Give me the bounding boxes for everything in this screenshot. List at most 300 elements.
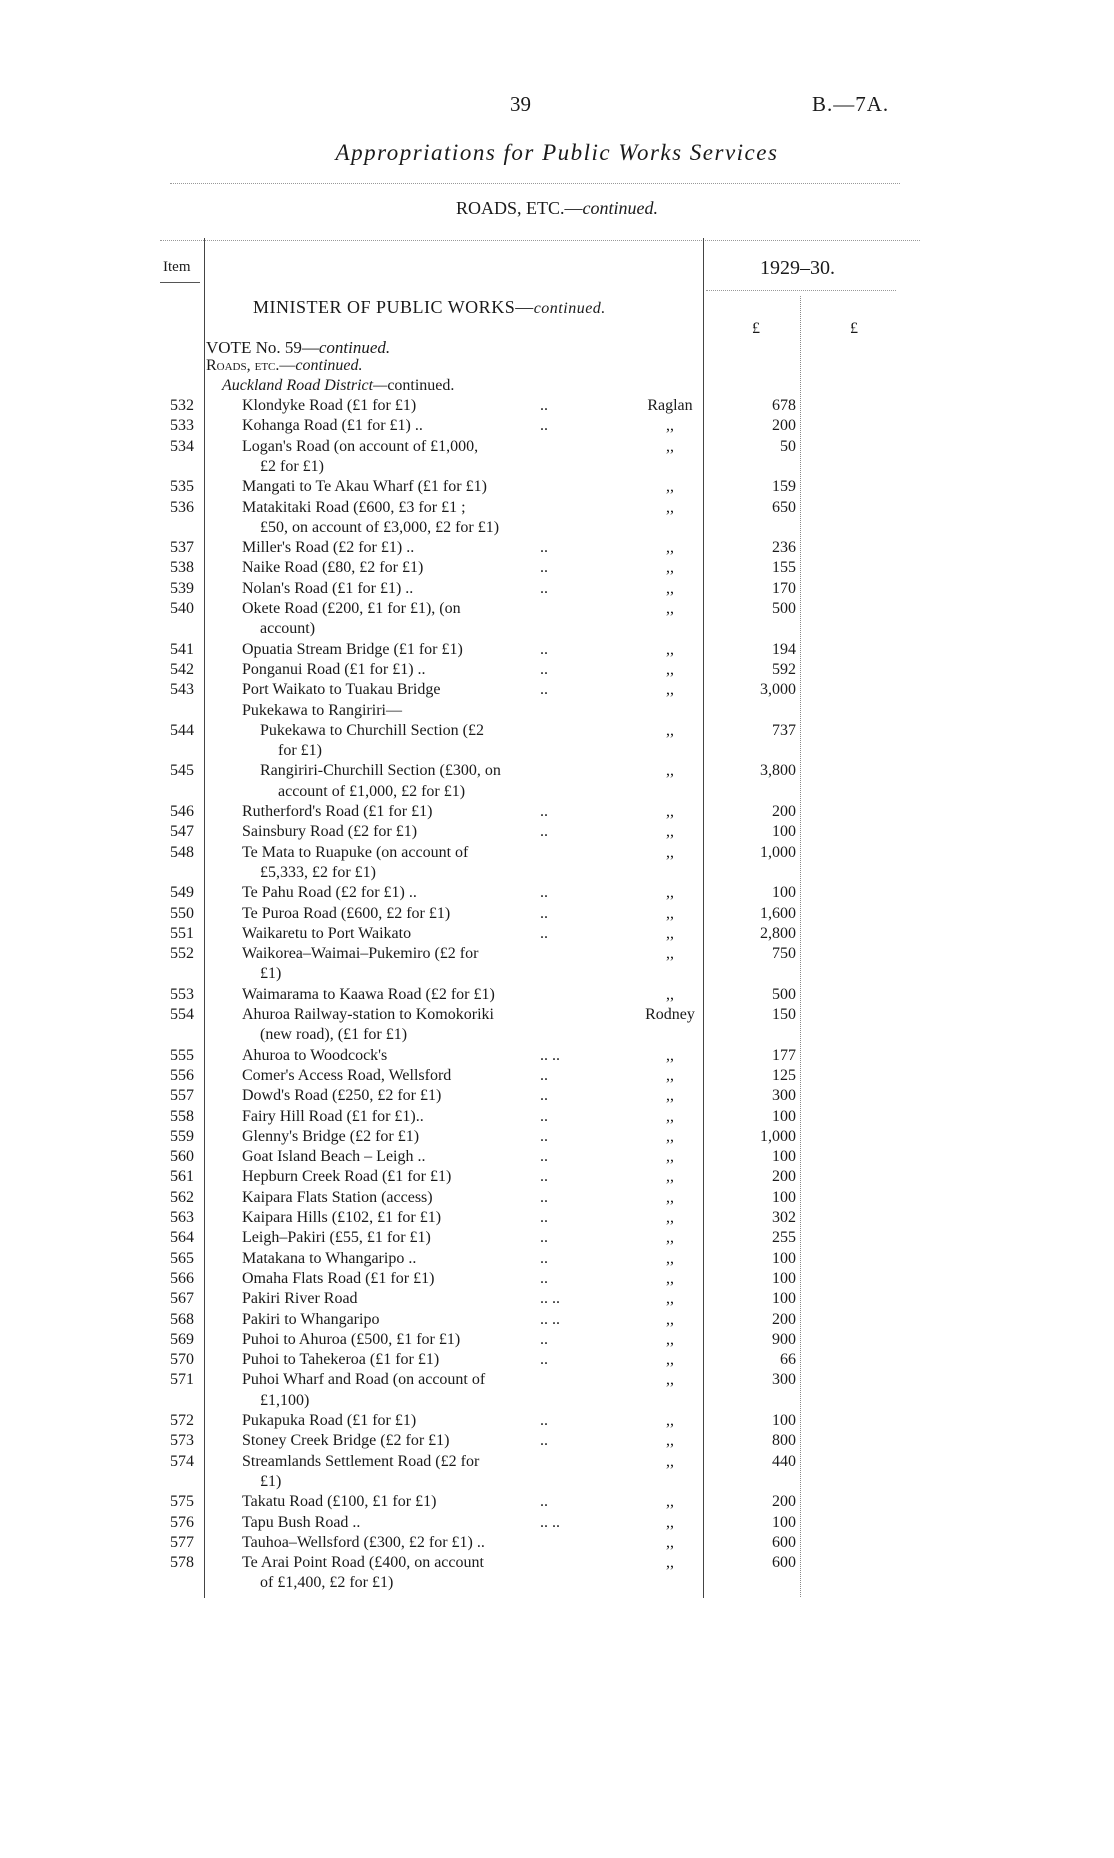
- item-description: Port Waikato to Tuakau Bridge: [242, 681, 441, 699]
- leader-dots: ..: [540, 1269, 548, 1287]
- table-row: [0, 580, 1114, 600]
- table-row: [0, 1514, 1114, 1534]
- item-description: Ponganui Road (£1 for £1) ..: [242, 660, 426, 678]
- road-district: ,,: [666, 823, 674, 841]
- leader-dots: ..: [540, 660, 548, 678]
- item-number: 572: [170, 1412, 194, 1429]
- amount-value: 100: [772, 1513, 796, 1531]
- item-number: 540: [170, 600, 194, 617]
- item-number: 550: [170, 904, 194, 922]
- amount-value: 255: [772, 1229, 796, 1247]
- table-row: [0, 1432, 1114, 1452]
- leader-dots: ..: [540, 1148, 548, 1166]
- amount-value: 66: [780, 1351, 796, 1369]
- table-row: [0, 600, 1114, 620]
- amount-value: 155: [772, 559, 796, 577]
- leader-dots: ..: [540, 1066, 548, 1084]
- item-column-header: Item: [163, 259, 191, 275]
- leader-dots: ..: [540, 640, 548, 658]
- leader-dots: ..: [540, 1087, 548, 1105]
- item-number: 564: [170, 1229, 194, 1247]
- item-description: Te Arai Point Road (£400, on account: [242, 1554, 484, 1572]
- amount-value: 1,000: [760, 1127, 796, 1145]
- item-number: 553: [170, 985, 194, 1003]
- item-number: 538: [170, 559, 194, 577]
- item-description: Waimarama to Kaawa Road (£2 for £1): [242, 985, 495, 1003]
- table-row: [0, 681, 1114, 701]
- leader-dots: ..: [540, 1493, 548, 1511]
- road-district: ,,: [666, 640, 674, 658]
- item-description: Pukekawa to Churchill Section (£2: [260, 721, 484, 739]
- road-district: ,,: [666, 1127, 674, 1145]
- table-row: [0, 397, 1114, 417]
- amount-value: 236: [772, 539, 796, 557]
- table-row: [0, 539, 1114, 559]
- item-number: 567: [170, 1290, 194, 1308]
- amount-value: 100: [772, 1249, 796, 1267]
- table-row: [0, 823, 1114, 843]
- roads-heading: [206, 357, 363, 375]
- table-row-continuation: [0, 742, 1114, 762]
- item-description: Pakiri to Whangaripo: [242, 1310, 380, 1328]
- item-description-continued: account): [260, 620, 316, 638]
- item-description-continued: £50, on account of £3,000, £2 for £1): [260, 518, 500, 536]
- item-number: 562: [170, 1188, 194, 1206]
- leader-dots: .. ..: [540, 1290, 560, 1308]
- item-number: 535: [170, 478, 194, 496]
- item-description: Klondyke Road (£1 for £1): [242, 397, 417, 414]
- amount-value: 100: [772, 1412, 796, 1429]
- item-description: Te Mata to Ruapuke (on account of: [242, 843, 469, 861]
- road-district: ,,: [666, 1209, 674, 1226]
- item-number: 559: [170, 1127, 194, 1145]
- amount-value: 150: [772, 1006, 796, 1023]
- district-italic: Auckland Road District—: [222, 377, 388, 394]
- leader-dots: ..: [540, 904, 548, 922]
- roads-italic: continued.: [295, 357, 363, 374]
- item-number: 549: [170, 884, 194, 902]
- item-description: Waikaretu to Port Waikato: [242, 924, 412, 942]
- leader-dots: ..: [540, 1412, 548, 1429]
- amount-value: 3,000: [760, 681, 796, 699]
- road-district: ,,: [666, 559, 674, 577]
- item-description: Tauhoa–Wellsford (£300, £2 for £1) ..: [242, 1533, 485, 1551]
- item-description: Leigh–Pakiri (£55, £1 for £1): [242, 1229, 431, 1247]
- table-row: [0, 1229, 1114, 1249]
- item-description-continued: for £1): [278, 742, 322, 760]
- table-row: [0, 1189, 1114, 1209]
- leader-dots: ..: [540, 1188, 548, 1206]
- item-description: Okete Road (£200, £1 for £1), (on: [242, 600, 461, 617]
- table-row: [0, 417, 1114, 437]
- item-number: 534: [170, 437, 194, 455]
- table-row: [0, 925, 1114, 945]
- year-column-header: 1929–30.: [760, 257, 835, 279]
- item-description: Waikorea–Waimai–Pukemiro (£2 for: [242, 945, 479, 963]
- table-row: [0, 803, 1114, 823]
- subtitle-italic: continued.: [582, 198, 658, 218]
- road-district: ,,: [666, 539, 674, 557]
- item-description-continued: £2 for £1): [260, 457, 324, 475]
- item-number: 573: [170, 1432, 194, 1450]
- table-row: [0, 499, 1114, 519]
- amount-value: 737: [772, 721, 796, 739]
- minister-main: MINISTER OF PUBLIC WORKS—: [253, 297, 534, 317]
- road-district: ,,: [666, 1351, 674, 1369]
- item-number: 565: [170, 1249, 194, 1267]
- amount-value: 592: [772, 660, 796, 678]
- road-district: ,,: [666, 1310, 674, 1328]
- subtitle-main: ROADS, ETC.—: [456, 198, 583, 218]
- table-row: [0, 1168, 1114, 1188]
- table-row: [0, 1412, 1114, 1432]
- item-description: Hepburn Creek Road (£1 for £1): [242, 1168, 452, 1186]
- road-district: ,,: [666, 985, 674, 1003]
- amount-value: 159: [772, 478, 796, 496]
- amount-value: 678: [772, 397, 796, 414]
- leader-dots: ..: [540, 397, 548, 414]
- road-district: ,,: [666, 1046, 674, 1064]
- item-description: Ahuroa to Woodcock's: [242, 1046, 388, 1064]
- amount-value: 650: [772, 498, 796, 516]
- minister-heading: [253, 297, 606, 318]
- item-description: Opuatia Stream Bridge (£1 for £1): [242, 640, 463, 658]
- item-description: Matakitaki Road (£600, £3 for £1 ;: [242, 498, 466, 516]
- table-row: [0, 1006, 1114, 1026]
- road-district: ,,: [666, 762, 674, 780]
- item-number: 551: [170, 924, 194, 942]
- item-description: Fairy Hill Road (£1 for £1)..: [242, 1107, 424, 1125]
- leader-dots: ..: [540, 681, 548, 699]
- table-row: [0, 478, 1114, 498]
- leader-dots: ..: [540, 417, 548, 435]
- table-row: [0, 884, 1114, 904]
- item-description: Goat Island Beach – Leigh ..: [242, 1148, 426, 1166]
- table-row: [0, 844, 1114, 864]
- document-reference: B.—7A.: [812, 92, 890, 116]
- vote-heading: [206, 338, 390, 358]
- road-district: ,,: [666, 1432, 674, 1450]
- road-district: ,,: [666, 417, 674, 435]
- item-number: 557: [170, 1087, 194, 1105]
- item-description: Stoney Creek Bridge (£2 for £1): [242, 1432, 450, 1450]
- table-row: [0, 1351, 1114, 1371]
- road-district: ,,: [666, 681, 674, 699]
- pound-header-2: £: [850, 320, 858, 337]
- year-header-rule: [706, 290, 896, 291]
- table-row: [0, 559, 1114, 579]
- table-row: [0, 1087, 1114, 1107]
- road-district: ,,: [666, 1148, 674, 1166]
- item-number: 563: [170, 1209, 194, 1226]
- amount-value: 200: [772, 1168, 796, 1186]
- road-district: ,,: [666, 660, 674, 678]
- page-title: Appropriations for Public Works Services: [335, 140, 779, 165]
- table-row-continuation: [0, 519, 1114, 539]
- road-district: ,,: [666, 1269, 674, 1287]
- amount-value: 600: [772, 1533, 796, 1551]
- table-row-continuation: [0, 783, 1114, 803]
- table-row: [0, 1493, 1114, 1513]
- road-district: ,,: [666, 1493, 674, 1511]
- item-number: 561: [170, 1168, 194, 1186]
- amount-value: 177: [772, 1046, 796, 1064]
- subtitle-rule: [160, 240, 920, 241]
- section-subtitle: [0, 198, 1114, 219]
- item-number: 575: [170, 1493, 194, 1511]
- roads-main: Roads, etc.—: [206, 357, 296, 374]
- item-number: 544: [170, 721, 194, 739]
- road-district: Raglan: [647, 397, 693, 414]
- leader-dots: .. ..: [540, 1046, 560, 1064]
- amount-value: 100: [772, 823, 796, 841]
- road-district: ,,: [666, 884, 674, 902]
- table-row-continuation: [0, 1026, 1114, 1046]
- item-number: 539: [170, 579, 194, 597]
- item-description: Logan's Road (on account of £1,000,: [242, 437, 479, 455]
- road-district: ,,: [666, 1229, 674, 1247]
- table-row: [0, 1331, 1114, 1351]
- amount-value: 300: [772, 1371, 796, 1389]
- item-description: Puhoi to Tahekeroa (£1 for £1): [242, 1351, 440, 1369]
- table-row: [0, 661, 1114, 681]
- vote-italic: continued.: [318, 338, 391, 357]
- leader-dots: ..: [540, 1351, 548, 1369]
- item-description: Rutherford's Road (£1 for £1): [242, 803, 433, 820]
- amount-value: 100: [772, 1107, 796, 1125]
- road-district: ,,: [666, 1066, 674, 1084]
- leader-dots: ..: [540, 884, 548, 902]
- road-district: ,,: [666, 721, 674, 739]
- item-description-continued: of £1,400, £2 for £1): [260, 1574, 394, 1592]
- item-description: Pakiri River Road: [242, 1290, 358, 1308]
- item-description: Takatu Road (£100, £1 for £1): [242, 1493, 437, 1511]
- item-number: 545: [170, 762, 194, 780]
- item-description: Pukekawa to Rangiriri—: [242, 701, 402, 719]
- amount-value: 194: [772, 640, 796, 658]
- item-number: 533: [170, 417, 194, 435]
- amount-value: 1,000: [760, 843, 796, 861]
- leader-dots: ..: [540, 1249, 548, 1267]
- item-number: 574: [170, 1452, 194, 1470]
- item-description: Kaipara Flats Station (access): [242, 1188, 433, 1206]
- road-district: ,,: [666, 843, 674, 861]
- leader-dots: ..: [540, 579, 548, 597]
- item-number: 547: [170, 823, 194, 841]
- item-number: 552: [170, 945, 194, 963]
- road-district: ,,: [666, 478, 674, 496]
- item-description: Mangati to Te Akau Wharf (£1 for £1): [242, 478, 487, 496]
- table-row-continuation: [0, 965, 1114, 985]
- road-district: ,,: [666, 1513, 674, 1531]
- pound-header-1: £: [752, 320, 760, 337]
- table-row: [0, 1290, 1114, 1310]
- table-row: [0, 1148, 1114, 1168]
- table-row: [0, 1534, 1114, 1554]
- leader-dots: .. ..: [540, 1310, 560, 1328]
- item-description: Ahuroa Railway-station to Komokoriki: [242, 1006, 494, 1023]
- table-row: [0, 1371, 1114, 1391]
- item-description: Puhoi Wharf and Road (on account of: [242, 1371, 486, 1389]
- table-row: [0, 986, 1114, 1006]
- leader-dots: ..: [540, 559, 548, 577]
- vote-main: VOTE No. 59—: [206, 338, 319, 357]
- item-number: 568: [170, 1310, 194, 1328]
- item-description: Kaipara Hills (£102, £1 for £1): [242, 1209, 442, 1226]
- amount-value: 440: [772, 1452, 796, 1470]
- item-description: Streamlands Settlement Road (£2 for: [242, 1452, 480, 1470]
- item-number: 569: [170, 1330, 194, 1348]
- item-description: Matakana to Whangaripo ..: [242, 1249, 417, 1267]
- table-row: [0, 641, 1114, 661]
- table-row: [0, 1067, 1114, 1087]
- road-district: ,,: [666, 1412, 674, 1429]
- road-district: ,,: [666, 945, 674, 963]
- item-description: Tapu Bush Road ..: [242, 1513, 361, 1531]
- district-heading: [222, 377, 454, 395]
- page-number: 39: [510, 92, 531, 116]
- amount-value: 900: [772, 1330, 796, 1348]
- table-row-continuation: [0, 620, 1114, 640]
- road-district: ,,: [666, 904, 674, 922]
- item-number: 537: [170, 539, 194, 557]
- item-number: 555: [170, 1046, 194, 1064]
- item-description-continued: (new road), (£1 for £1): [260, 1026, 408, 1044]
- item-number: 576: [170, 1513, 194, 1531]
- leader-dots: ..: [540, 924, 548, 942]
- leader-dots: ..: [540, 1107, 548, 1125]
- table-row-continuation: [0, 864, 1114, 884]
- table-row-continuation: [0, 1473, 1114, 1493]
- item-description: Sainsbury Road (£2 for £1): [242, 823, 418, 841]
- table-row: [0, 762, 1114, 782]
- amount-value: 500: [772, 600, 796, 617]
- table-row: [0, 905, 1114, 925]
- table-row: [0, 722, 1114, 742]
- road-district: ,,: [666, 437, 674, 455]
- item-number: 578: [170, 1554, 194, 1572]
- item-number: 577: [170, 1533, 194, 1551]
- item-number: 558: [170, 1107, 194, 1125]
- item-number: 541: [170, 640, 194, 658]
- road-district: ,,: [666, 1452, 674, 1470]
- table-row: [0, 945, 1114, 965]
- item-description: Te Pahu Road (£2 for £1) ..: [242, 884, 417, 902]
- item-description: Comer's Access Road, Wellsford: [242, 1066, 452, 1084]
- district-tail: continued.: [387, 377, 455, 394]
- road-district: ,,: [666, 1087, 674, 1105]
- leader-dots: ..: [540, 539, 548, 557]
- leader-dots: ..: [540, 1229, 548, 1247]
- table-row-continuation: [0, 1392, 1114, 1412]
- item-description: Rangiriri-Churchill Section (£300, on: [260, 762, 501, 780]
- item-description-continued: £1): [260, 1472, 282, 1490]
- item-number: 571: [170, 1371, 194, 1389]
- amount-value: 100: [772, 1290, 796, 1308]
- amount-value: 50: [780, 437, 796, 455]
- amount-value: 500: [772, 985, 796, 1003]
- amount-value: 750: [772, 945, 796, 963]
- amount-value: 800: [772, 1432, 796, 1450]
- amount-value: 125: [772, 1066, 796, 1084]
- table-row-continuation: [0, 1574, 1114, 1594]
- table-row: [0, 1311, 1114, 1331]
- road-district: ,,: [666, 1533, 674, 1551]
- minister-italic: continued.: [533, 300, 606, 317]
- item-description-continued: £1): [260, 965, 282, 983]
- amount-value: 100: [772, 884, 796, 902]
- item-description: Dowd's Road (£250, £2 for £1): [242, 1087, 442, 1105]
- table-row-continuation: [0, 458, 1114, 478]
- item-number: 570: [170, 1351, 194, 1369]
- road-district: ,,: [666, 1330, 674, 1348]
- item-description-continued: account of £1,000, £2 for £1): [278, 782, 466, 800]
- item-number: 554: [170, 1006, 194, 1023]
- road-district: ,,: [666, 1168, 674, 1186]
- leader-dots: ..: [540, 1168, 548, 1186]
- amount-value: 302: [772, 1209, 796, 1226]
- road-district: ,,: [666, 1188, 674, 1206]
- item-number: 546: [170, 803, 194, 820]
- amount-value: 170: [772, 579, 796, 597]
- amount-value: 300: [772, 1087, 796, 1105]
- amount-value: 200: [772, 803, 796, 820]
- amount-value: 200: [772, 1310, 796, 1328]
- table-row: [0, 1108, 1114, 1128]
- item-description: Kohanga Road (£1 for £1) ..: [242, 417, 423, 435]
- item-number: 566: [170, 1269, 194, 1287]
- amount-value: 100: [772, 1188, 796, 1206]
- item-description: Te Puroa Road (£600, £2 for £1): [242, 904, 451, 922]
- leader-dots: ..: [540, 1127, 548, 1145]
- amount-value: 1,600: [760, 904, 796, 922]
- amount-value: 2,800: [760, 924, 796, 942]
- table-row: [0, 1047, 1114, 1067]
- table-row: [0, 1270, 1114, 1290]
- road-district: ,,: [666, 1107, 674, 1125]
- amount-value: 3,800: [760, 762, 796, 780]
- road-district: ,,: [666, 600, 674, 617]
- road-district: ,,: [666, 924, 674, 942]
- road-district: ,,: [666, 1290, 674, 1308]
- item-description: Pukapuka Road (£1 for £1): [242, 1412, 417, 1429]
- road-district: ,,: [666, 803, 674, 820]
- leader-dots: ..: [540, 823, 548, 841]
- title-rule: [170, 183, 900, 184]
- item-description: Nolan's Road (£1 for £1) ..: [242, 579, 414, 597]
- amount-value: 100: [772, 1269, 796, 1287]
- item-number: 543: [170, 681, 194, 699]
- item-description: Glenny's Bridge (£2 for £1): [242, 1127, 420, 1145]
- item-number: 556: [170, 1066, 194, 1084]
- item-description: Omaha Flats Road (£1 for £1): [242, 1269, 435, 1287]
- item-number: 532: [170, 397, 194, 414]
- table-row: [0, 1453, 1114, 1473]
- item-number: 548: [170, 843, 194, 861]
- road-district: ,,: [666, 1249, 674, 1267]
- table-row: [0, 1209, 1114, 1229]
- table-row: [0, 1250, 1114, 1270]
- table-row: [0, 702, 1114, 722]
- item-number: 560: [170, 1148, 194, 1166]
- item-description: Miller's Road (£2 for £1) ..: [242, 539, 415, 557]
- amount-value: 200: [772, 1493, 796, 1511]
- amount-value: 100: [772, 1148, 796, 1166]
- item-description: Naike Road (£80, £2 for £1): [242, 559, 424, 577]
- item-number: 542: [170, 660, 194, 678]
- item-description: Puhoi to Ahuroa (£500, £1 for £1): [242, 1330, 461, 1348]
- road-district: ,,: [666, 1554, 674, 1572]
